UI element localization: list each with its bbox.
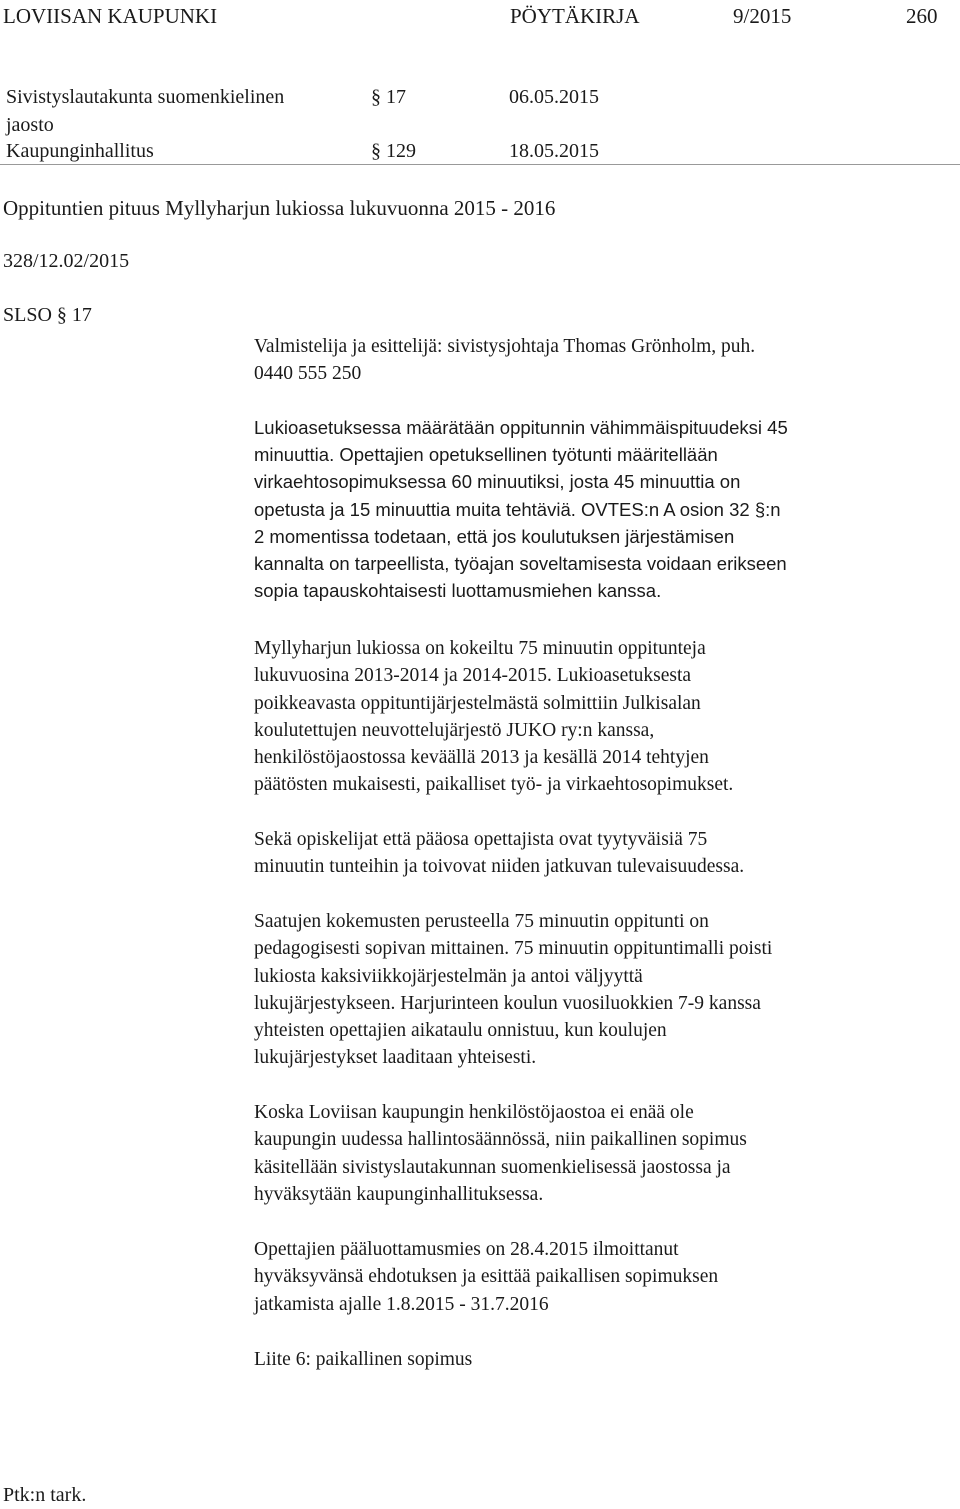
text-line: Saatujen kokemusten perusteella 75 minuutin oppitunti on <box>254 911 709 932</box>
header-divider <box>0 164 960 165</box>
item-title: Oppituntien pituus Myllyharjun lukiossa lukuvuonna 2015 - 2016 <box>3 196 556 220</box>
text-line: päätösten mukaisesti, paikalliset työ- ja virkaehtosopimukset. <box>254 774 734 796</box>
text-line: opetusta ja 15 minuuttia muita tehtäviä. OVTES:n A osion 32 §:n <box>254 498 781 520</box>
text-line: Myllyharjun lukiossa on kokeiltu 75 minuutin oppitunteja <box>254 638 706 659</box>
paragraph-1 <box>254 414 954 604</box>
text-line: kaupungin uudessa hallintosäännössä, niin paikallinen sopimus <box>254 1129 747 1151</box>
text-line: poikkeavasta oppituntijärjestelmästä solmittiin Julkisalan <box>254 692 701 714</box>
text-line: 2 momentissa todetaan, että jos koulutuksen järjestämisen <box>254 525 735 547</box>
text-line: Koska Loviisan kaupungin henkilöstöjaostoa ei enää ole <box>254 1102 694 1123</box>
text-line: pedagogisesti sopivan mittainen. 75 minuutin oppituntimalli poisti <box>254 938 773 960</box>
text-line: Liite 6: paikallinen sopimus <box>254 1349 473 1370</box>
text-line: henkilöstöjaostossa keväällä 2013 ja kesällä 2014 tehtyjen <box>254 747 709 769</box>
text-line: koulutettujen neuvottelujärjestö JUKO ry:n kanssa, <box>254 719 655 741</box>
paragraph-ref: § 129 <box>371 140 416 162</box>
text-line: Lukioasetuksessa määrätään oppitunnin vähimmäispituudeksi 45 <box>254 417 788 438</box>
paragraph-ref: § 17 <box>371 86 406 108</box>
paragraph-3 <box>254 826 954 881</box>
meeting-date: 18.05.2015 <box>509 140 599 162</box>
document-number: 9/2015 <box>733 4 792 28</box>
text-line: lukujärjestykset laaditaan yhteisesti. <box>254 1047 537 1069</box>
paragraph-6 <box>254 1236 954 1318</box>
text-line: lukujärjestykseen. Harjurinteen koulun vuosiluokkien 7-9 kanssa <box>254 992 761 1014</box>
preparer-line: Valmistelija ja esittelijä: sivistysjohtaja Thomas Grönholm, puh. <box>254 336 756 357</box>
text-line: kannalta on tarpeellista, työajan soveltamisesta voidaan erikseen <box>254 553 787 575</box>
text-line: sopia tapauskohtaisesti luottamusmiehen kanssa. <box>254 580 662 602</box>
text-line: Opettajien pääluottamusmies on 28.4.2015 ilmoittanut <box>254 1239 679 1260</box>
text-line: hyväksytään kaupunginhallituksessa. <box>254 1183 544 1205</box>
session-label: SLSO § 17 <box>3 304 92 326</box>
text-line: lukuvuosina 2013-2014 ja 2014-2015. Lukioasetuksesta <box>254 665 692 687</box>
organization-name: LOVIISAN KAUPUNKI <box>3 4 218 28</box>
body-name-continued: jaosto <box>6 114 54 136</box>
body-name: Sivistyslautakunta suomenkielinen <box>6 86 285 108</box>
text-line: lukiosta kaksiviikkojärjestelmän ja antoi väljyyttä <box>254 965 643 987</box>
document-type: PÖYTÄKIRJA <box>510 4 640 28</box>
footer-signature-label: Ptk:n tark. <box>3 1484 87 1506</box>
attachment-line <box>254 1346 954 1373</box>
text-line: hyväksyvänsä ehdotuksen ja esittää paikallisen sopimuksen <box>254 1266 719 1288</box>
text-line: jatkamista ajalle 1.8.2015 - 31.7.2016 <box>254 1293 549 1315</box>
body-name: Kaupunginhallitus <box>6 140 154 162</box>
reference-number: 328/12.02/2015 <box>3 250 130 272</box>
meeting-date: 06.05.2015 <box>509 86 599 108</box>
paragraph-2 <box>254 635 954 799</box>
preparer-phone: 0440 555 250 <box>254 363 362 385</box>
text-line: yhteisten opettajien aikataulu onnistuu, kun koulujen <box>254 1020 667 1042</box>
preparer-info <box>254 333 954 388</box>
text-line: minuutin tunteihin ja toivovat niiden jatkuvan tulevaisuudessa. <box>254 856 745 878</box>
page-number: 260 <box>906 4 938 28</box>
text-line: käsitellään sivistyslautakunnan suomenkielisessä jaostossa ja <box>254 1156 731 1178</box>
text-line: Sekä opiskelijat että pääosa opettajista ovat tyytyväisiä 75 <box>254 829 708 850</box>
text-line: minuuttia. Opettajien opetuksellinen työtunti määritellään <box>254 444 718 466</box>
paragraph-5 <box>254 1099 954 1208</box>
text-line: virkaehtosopimuksessa 60 minuutiksi, josta 45 minuuttia on <box>254 471 741 493</box>
paragraph-4 <box>254 908 954 1072</box>
